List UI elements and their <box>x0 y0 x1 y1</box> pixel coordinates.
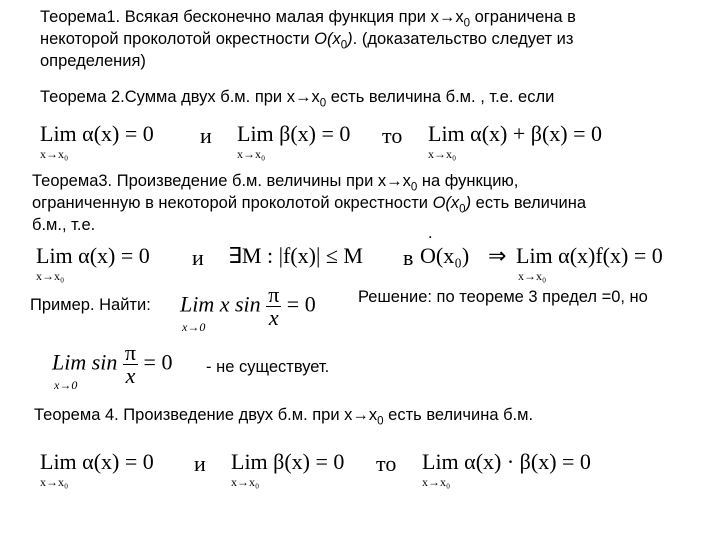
formula4-lim2-sub: x→x₀ <box>231 475 260 489</box>
formula1-lim2-sub: x→x₀ <box>237 147 266 161</box>
formula2-and: и <box>192 245 204 270</box>
formula2-lim1: Lim α(x) = 0 <box>36 243 150 268</box>
theorem1-text-d: . (доказательство следует из <box>352 30 574 48</box>
arrow-symbol: → <box>438 8 456 26</box>
formula4-and: и <box>194 451 206 476</box>
formula3-lim: Lim sin <box>52 349 118 375</box>
formula4-lim2: Lim β(x) = 0 <box>231 449 345 474</box>
theorem1-text-b: ограничена в <box>470 8 576 26</box>
theorem3-text-d: есть величина <box>471 194 586 212</box>
formula4-then: то <box>376 451 397 476</box>
formula4-lim1: Lim α(x) = 0 <box>40 449 154 474</box>
fraction <box>123 342 138 387</box>
formula2-lim2: Lim α(x)f(x) = 0 <box>516 243 663 268</box>
solution-text: Решение: по теореме 3 предел =0, но <box>358 288 648 306</box>
theorem2-text-b: есть величина б.м. , т.е. если <box>326 88 555 106</box>
formula4-lim3-sub: x→x₀ <box>422 475 451 489</box>
theorem1-text-c: некоторой проколотой окрестности <box>40 30 315 48</box>
example-label: Пример. Найти: <box>30 296 151 314</box>
example-sub: x→0 <box>182 320 206 334</box>
subscript: 0 <box>377 415 384 428</box>
paren: ) <box>347 30 353 48</box>
fraction-denominator: x <box>268 305 279 330</box>
formula2-in: в <box>403 245 414 270</box>
formula4-lim1-sub: x→x₀ <box>40 475 69 489</box>
x-symbol: x <box>311 88 320 106</box>
formula3-sub: x→0 <box>54 378 78 392</box>
paren: ) <box>465 194 472 212</box>
fraction-denominator: x <box>125 363 136 388</box>
theorem4-line <box>34 404 533 432</box>
subscript: 0 <box>459 203 466 216</box>
arrow-symbol: → <box>294 88 312 106</box>
theorem3-line2 <box>32 192 586 220</box>
fraction <box>266 284 281 329</box>
formula1-lim1: Lim α(x) = 0 <box>40 121 154 146</box>
theorem2-line <box>40 86 554 114</box>
formula1-lim3: Lim α(x) + β(x) = 0 <box>428 121 603 146</box>
theorem3-text-a: Теорема3. Произведение б.м. величины при x <box>32 172 387 190</box>
subscript: 0 <box>340 39 348 52</box>
theorem1-text-a: Теорема1. Всякая бесконечно малая функция при x <box>40 8 439 26</box>
formula1-lim1-sub: x→x₀ <box>40 147 69 161</box>
theorem3-line3: б.м., т.е. <box>32 216 96 234</box>
neighborhood-symbol: O(x <box>314 30 341 48</box>
formula2-lim1-sub: x→x₀ <box>36 269 65 283</box>
formula4-lim3: Lim α(x) · β(x) = 0 <box>422 449 591 474</box>
x-symbol: x <box>402 172 411 190</box>
arrow-symbol: → <box>386 172 403 190</box>
formula1-then: то <box>382 123 403 148</box>
example-lim: Lim x sin <box>180 291 261 317</box>
formula1-and: и <box>200 123 212 148</box>
theorem4-text-b: есть величина б.м. <box>383 406 534 424</box>
formula3-eq: = 0 <box>143 349 173 375</box>
neighborhood-symbol: O(x <box>432 194 460 212</box>
theorem2-text-a: Теорема 2.Сумма двух б.м. при x <box>40 88 295 106</box>
formula2-bound: ∃M : |f(x)| ≤ M <box>228 243 363 268</box>
subscript: 0 <box>410 181 418 194</box>
theorem4-text-a: Теорема 4. Произведение двух б.м. при x <box>34 406 353 424</box>
example-eq: = 0 <box>286 291 316 317</box>
stray-dot: . <box>428 224 433 242</box>
subscript: 0 <box>463 17 471 30</box>
arrow-symbol: → <box>352 406 369 424</box>
implies-symbol: ⇒ <box>488 243 507 268</box>
x-symbol: x <box>455 8 464 26</box>
formula1-lim3-sub: x→x₀ <box>428 147 457 161</box>
formula3-note: - не существует. <box>206 358 330 376</box>
theorem1-line3: определения) <box>40 52 146 70</box>
subscript: 0 <box>319 97 327 110</box>
formula2-lim2-sub: x→x₀ <box>518 269 547 283</box>
formula2-neighborhood: O(x₀) <box>420 243 470 268</box>
fraction-numerator: π <box>268 282 280 307</box>
x-symbol: x <box>368 406 378 424</box>
theorem3-text-c: ограниченную в некоторой проколотой окрестности <box>32 194 433 212</box>
fraction-numerator: π <box>124 340 137 365</box>
formula1-lim2: Lim β(x) = 0 <box>237 121 351 146</box>
theorem3-text-b: на функцию, <box>417 172 519 190</box>
